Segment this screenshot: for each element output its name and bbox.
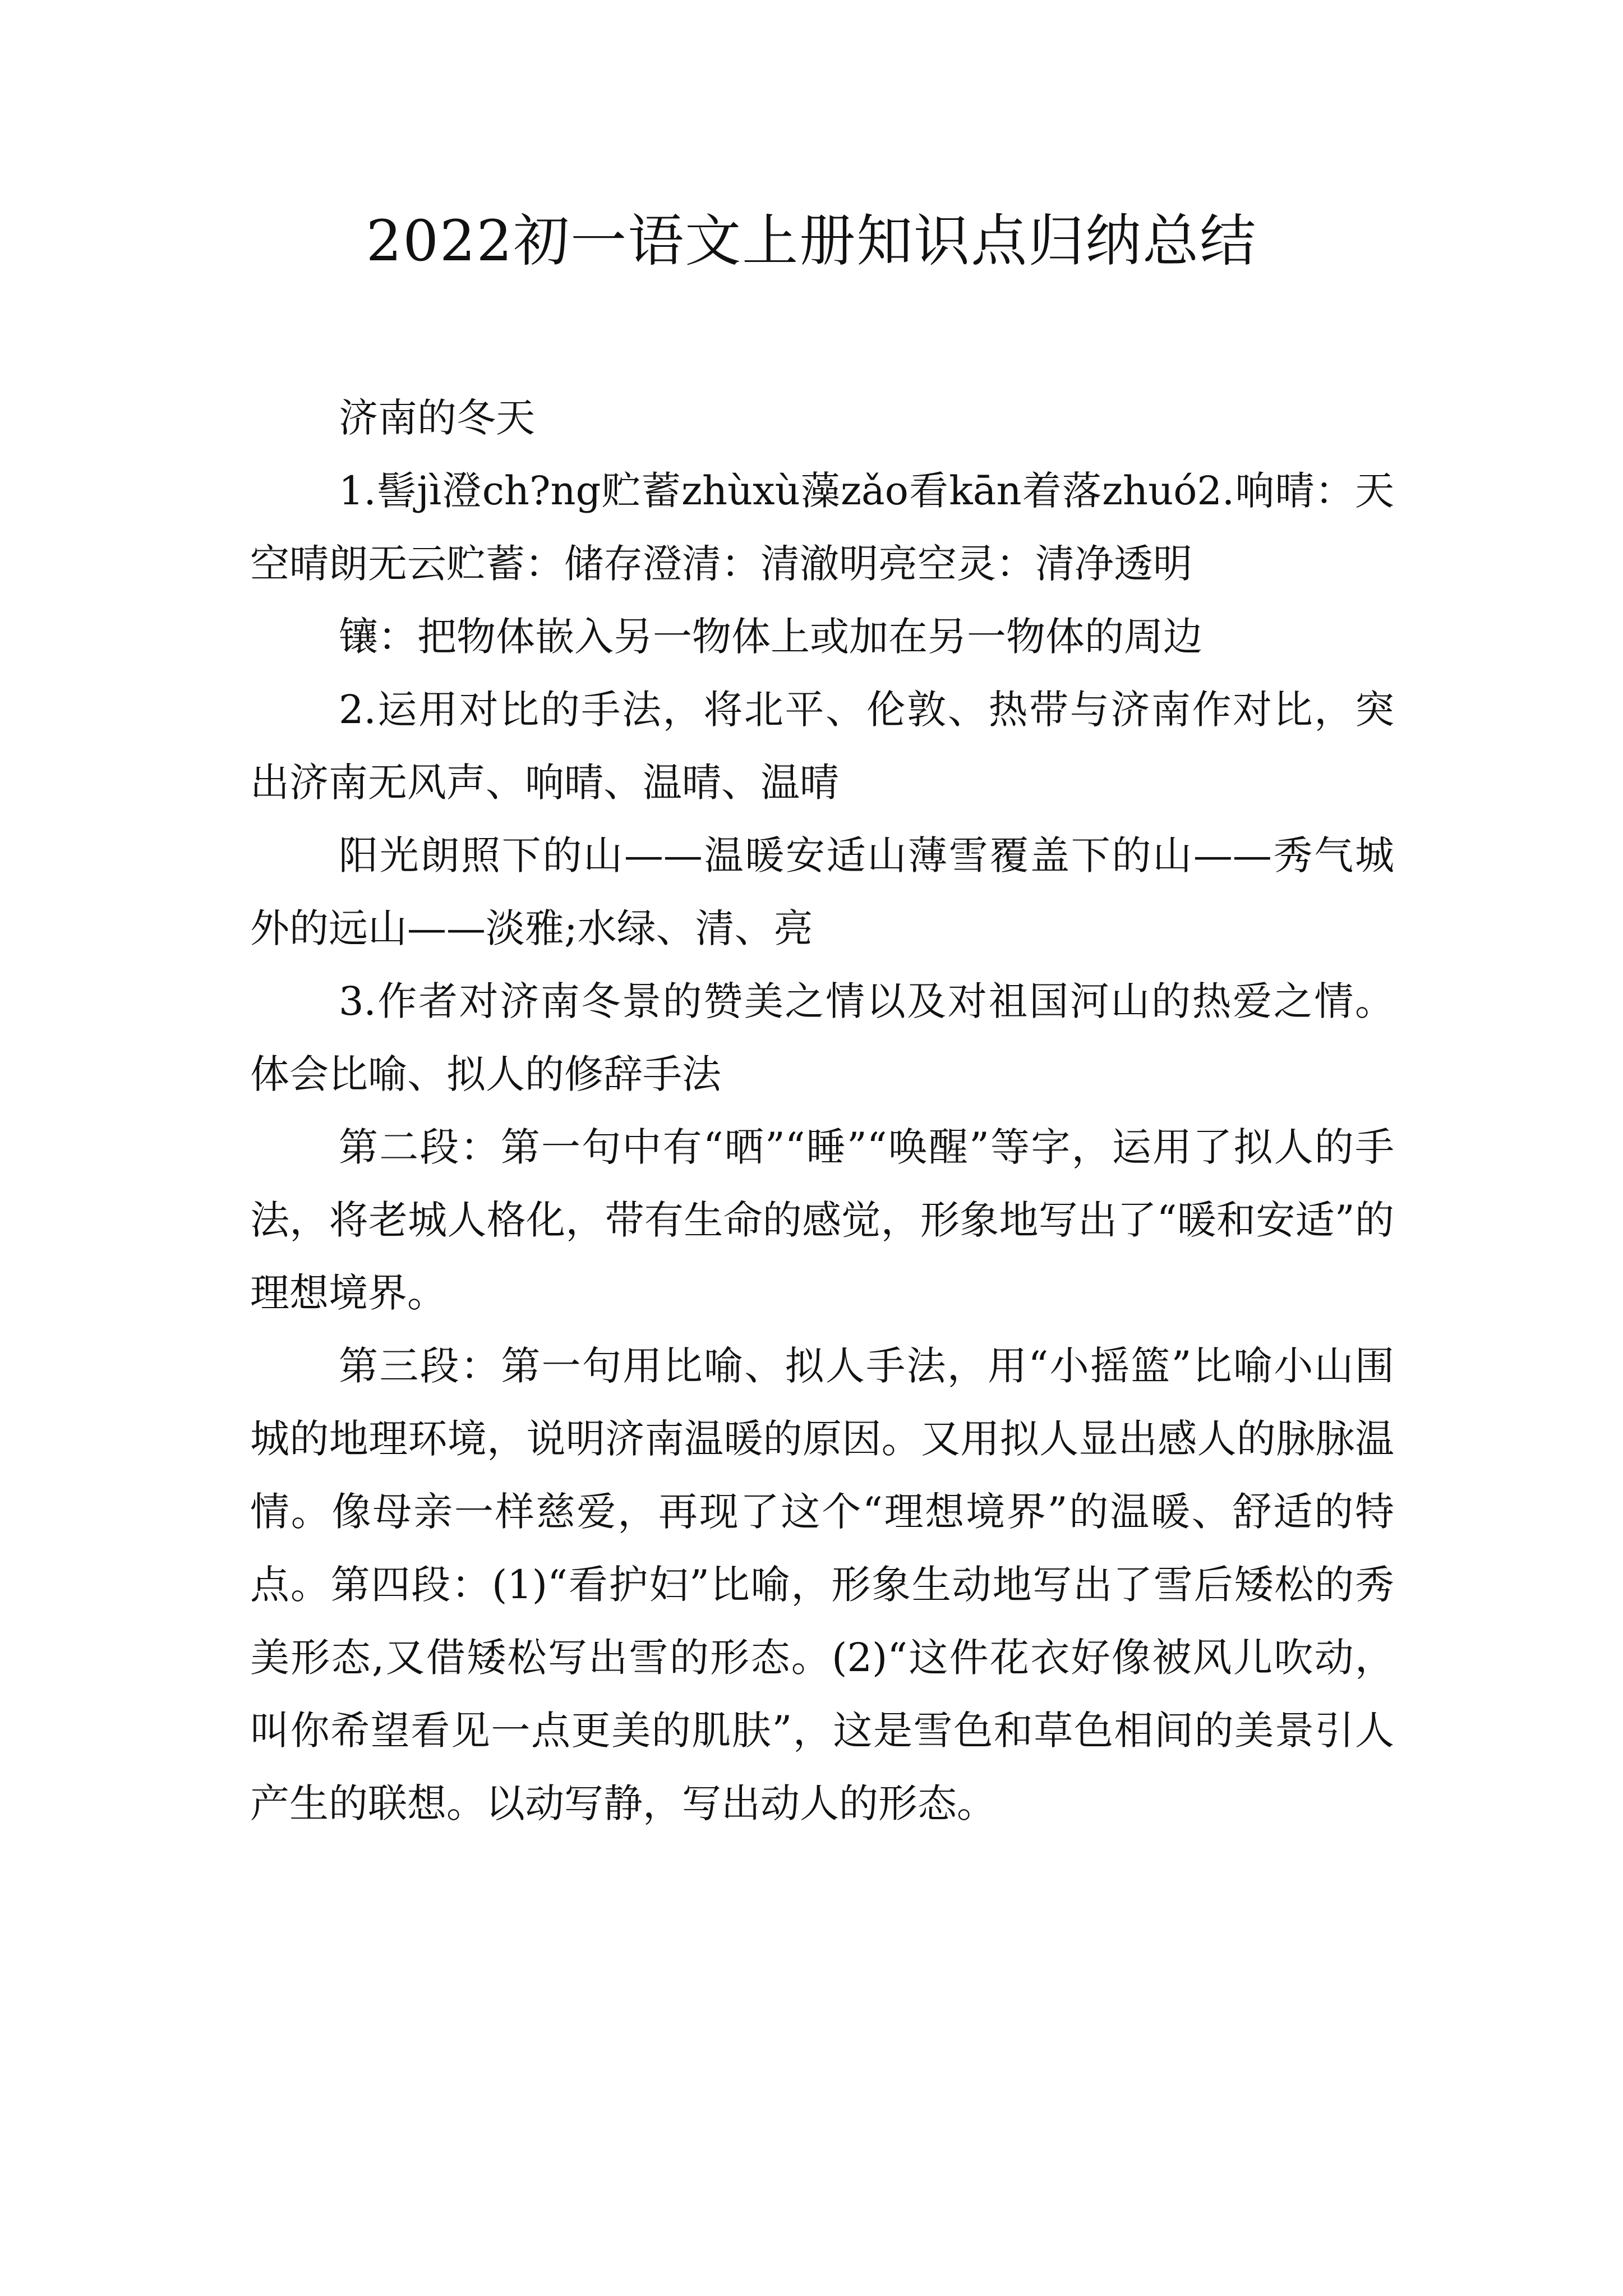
paragraph-second-section: 第二段：第一句中有“晒”“睡”“唤醒”等字，运用了拟人的手法，将老城人格化，带有生命的感觉，形象地写出了“暖和安适”的理想境界。 (250, 1124, 1394, 1316)
paragraph-contrast-technique: 2.运用对比的手法，将北平、伦敦、热带与济南作对比，突出济南无风声、响晴、温晴、温晴 (250, 687, 1394, 806)
document-title: 2022初一语文上册知识点归纳总结 (366, 208, 1257, 274)
paragraph-author-emotion: 3.作者对济南冬景的赞美之情以及对祖国河山的热爱之情。体会比喻、拟人的修辞手法 (250, 978, 1394, 1097)
document-body (250, 381, 1394, 1840)
paragraph-third-fourth-section: 第三段：第一句用比喻、拟人手法，用“小摇篮”比喻小山围城的地理环境，说明济南温暖的原因。又用拟人显出感人的脉脉温情。像母亲一样慈爱，再现了这个“理想境界”的温暖、舒适的特点。第四段：(1)“看护妇”比喻，形象生动地写出了雪后矮松的秀美形态,又借矮松写出雪的形态。(2)“这件花衣好像被风儿吹动，叫你希望看见一点更美的肌肤”，这是雪色和草色相间的美景引人产生的联想。以动写静，写出动人的形态。 (250, 1343, 1394, 1826)
paragraph-section-heading: 济南的冬天 (339, 395, 535, 441)
paragraph-mountain-descriptions: 阳光朗照下的山——温暖安适山薄雪覆盖下的山——秀气城外的远山——淡雅;水绿、清、亮 (250, 832, 1394, 951)
paragraph-pronunciation-vocabulary: 1.髻jì澄ch?ng贮蓄zhùxù藻zǎo看kān着落zhuó2.响晴：天空晴朗无云贮蓄：储存澄清：清澈明亮空灵：清净透明 (250, 468, 1394, 587)
paragraph-definition: 镶：把物体嵌入另一物体上或加在另一物体的周边 (339, 614, 1202, 660)
